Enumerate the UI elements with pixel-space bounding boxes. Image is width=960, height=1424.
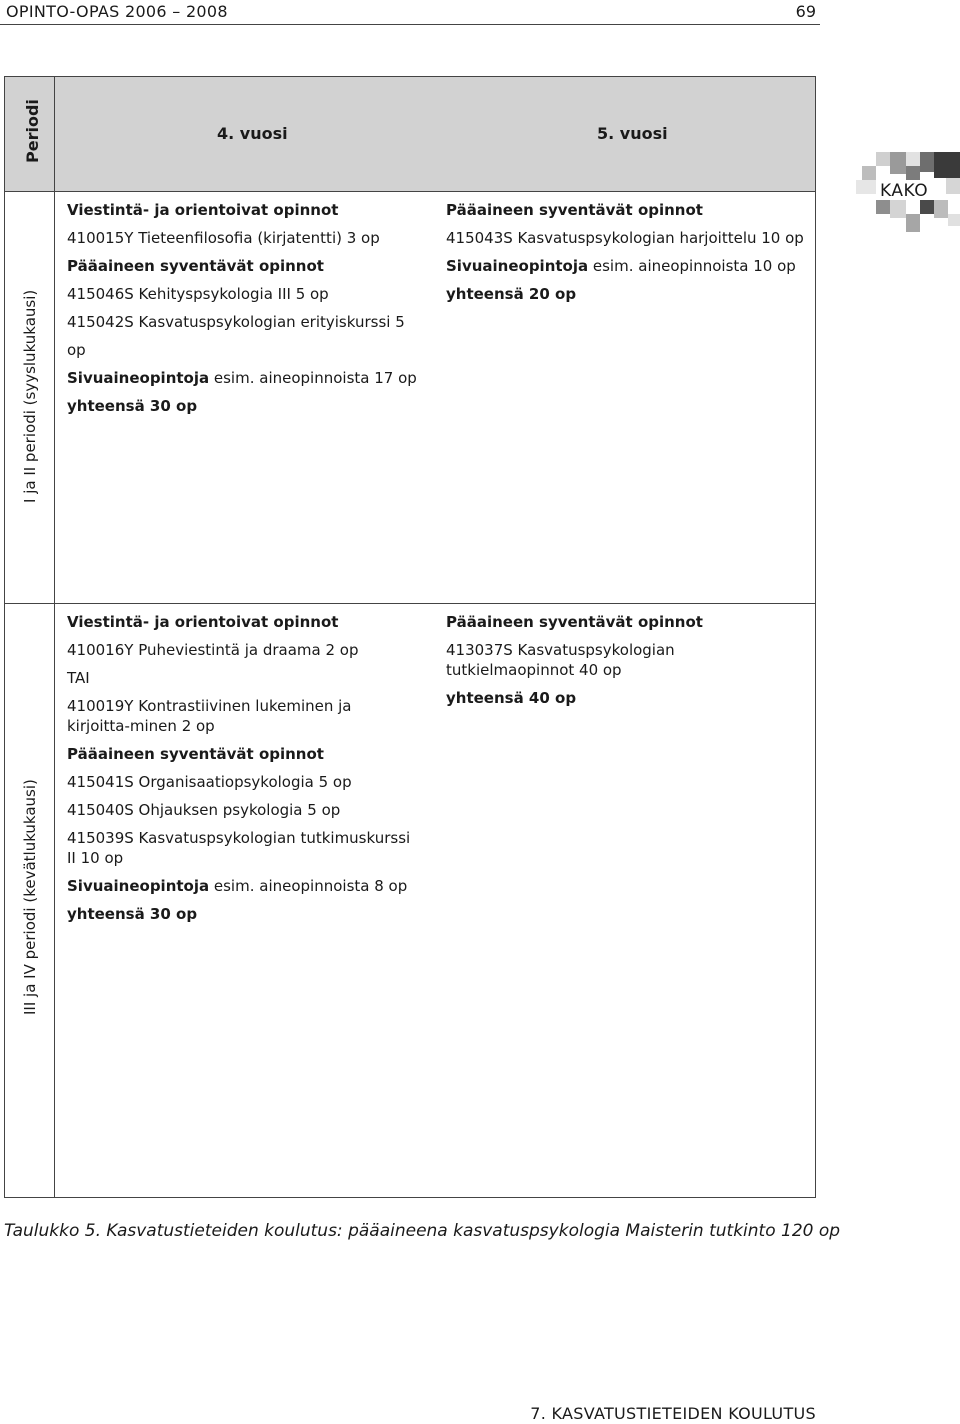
period-column-divider [54,77,55,1197]
total-line: yhteensä 40 op [446,689,577,707]
header-rule [0,24,820,25]
year-5-header: 5. vuosi [597,124,668,143]
running-footer: 7. KASVATUSTIETEIDEN KOULUTUS [530,1404,816,1423]
logo-text: KAKO [880,181,929,201]
course-line: 415041S Organisaatiopsykologia 5 op [67,773,352,791]
cell-y4-autumn [67,196,427,420]
total-line: yhteensä 20 op [446,285,577,303]
cell-y5-autumn [446,196,806,308]
course-line: 415043S Kasvatuspsykologian harjoittelu 10 op [446,229,804,247]
minor-studies-line [446,252,806,280]
section-heading: Pääaineen syventävät opinnot [446,613,703,631]
running-header: OPINTO-OPAS 2006 – 2008 [6,2,228,21]
section-heading: Pääaineen syventävät opinnot [67,257,324,275]
section-heading: Pääaineen syventävät opinnot [67,745,324,763]
course-line: 415042S Kasvatuspsykologian erityiskurssi 5 op [67,313,405,359]
table-caption: Taulukko 5. Kasvatustieteiden koulutus: pääaineena kasvatuspsykologia Maisterin tutkinto 120 op [4,1221,841,1241]
year-4-header: 4. vuosi [217,124,288,143]
minor-studies-label: Sivuaineopintoja [446,257,589,275]
total-line: yhteensä 30 op [67,397,198,415]
minor-studies-label: Sivuaineopintoja [67,877,210,895]
course-line: 415039S Kasvatuspsykologian tutkimuskurssi II 10 op [67,829,411,867]
course-line: 415046S Kehityspsykologia III 5 op [67,285,329,303]
period-label-autumn: I ja II periodi (syyslukukausi) [21,289,39,503]
cell-y5-spring [446,608,806,712]
course-line: 410016Y Puheviestintä ja draama 2 op [67,641,359,659]
minor-studies-detail: esim. aineopinnoista 8 op [209,877,408,895]
minor-studies-line [67,872,427,900]
cell-y4-spring [67,608,427,928]
minor-studies-label: Sivuaineopintoja [67,369,210,387]
section-heading: Viestintä- ja orientoivat opinnot [67,613,339,631]
table-header-band [5,77,815,192]
periodi-header: Periodi [23,99,42,163]
course-line: 413037S Kasvatuspsykologian tutkielmaopinnot 40 op [446,641,675,679]
study-plan-table [4,76,816,1198]
period-label-spring: III ja IV periodi (kevätlukukausi) [21,779,39,1015]
page-number: 69 [795,2,816,21]
section-heading: Viestintä- ja orientoivat opinnot [67,201,339,219]
minor-studies-detail: esim. aineopinnoista 10 op [588,257,796,275]
row-divider [5,603,815,604]
minor-studies-line [67,364,427,392]
course-line: 415040S Ohjauksen psykologia 5 op [67,801,341,819]
minor-studies-detail: esim. aineopinnoista 17 op [209,369,417,387]
or-separator: TAI [67,669,90,687]
course-line: 410019Y Kontrastiivinen lukeminen ja kirjoitta-minen 2 op [67,697,352,735]
section-heading: Pääaineen syventävät opinnot [446,201,703,219]
total-line: yhteensä 30 op [67,905,198,923]
course-line: 410015Y Tieteenfilosofia (kirjatentti) 3 op [67,229,380,247]
